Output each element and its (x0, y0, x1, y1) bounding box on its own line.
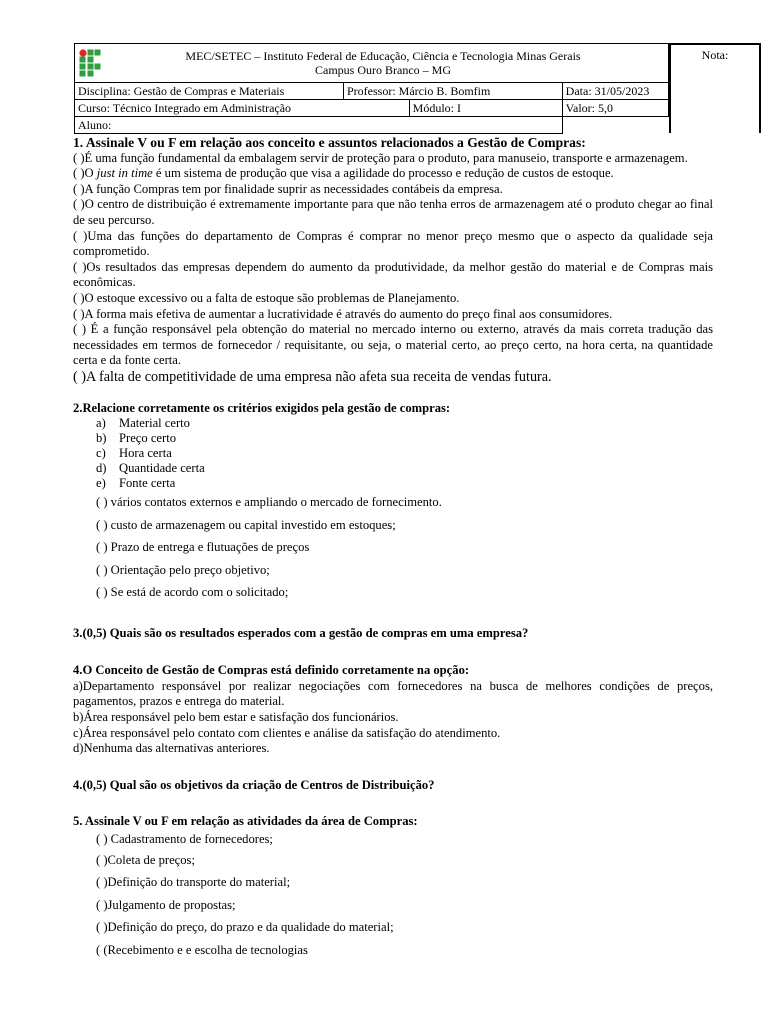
q5-item: ( ) Cadastramento de fornecedores; (96, 831, 273, 846)
q2-item: ( ) Orientação pelo preço objetivo; (96, 562, 270, 577)
q4-option: d)Nenhuma das alternativas anteriores. (73, 741, 270, 756)
q5-items (73, 830, 713, 962)
q4-option: c)Área responsável pelo contato com clientes e análise da satisfação do atendimento. (73, 725, 501, 740)
q3-title: 3.(0,5) Quais são os resultados esperados com a gestão de compras em uma empresa? (73, 625, 529, 640)
module-cell: Módulo: I (409, 100, 562, 117)
grade-box[interactable] (669, 43, 761, 133)
q2-option: d) Quantidade certa (96, 461, 205, 476)
grade-label: Nota: (701, 48, 729, 62)
q4-option: a)Departamento responsável por realizar negociações com fornecedores na busca de melhores condições de preços, pagamentos, prazos e entrega do material. (73, 678, 713, 709)
q2-option: b) Preço certo (96, 431, 176, 446)
q2-options (73, 416, 713, 491)
discipline-cell: Disciplina: Gestão de Compras e Materiais (75, 83, 344, 100)
q1-item: ( )O estoque excessivo ou a falta de estoque são problemas de Planejamento. (73, 290, 460, 305)
q5-title: 5. Assinale V ou F em relação as atividades da área de Compras: (73, 814, 418, 829)
q2-item: ( ) Prazo de entrega e flutuações de preços (96, 540, 310, 555)
q2-item: ( ) custo de armazenagem ou capital investido em estoques; (96, 517, 396, 532)
value-cell: Valor: 5,0 (562, 100, 668, 117)
exam-content (73, 135, 713, 961)
q1-item: ( )A falta de competitividade de uma empresa não afeta sua receita de vendas futura. (73, 368, 552, 385)
course-cell: Curso: Técnico Integrado em Administração (75, 100, 410, 117)
q2-option: a) Material certo (96, 416, 190, 431)
header-title-cell (75, 44, 669, 83)
q4-title: 4.O Conceito de Gestão de Compras está definido corretamente na opção: (73, 663, 470, 678)
q5-item: ( )Definição do transporte do material; (96, 875, 291, 890)
q1-title: 1. Assinale V ou F em relação aos conceito e assuntos relacionados a Gestão de Compras: (73, 135, 586, 150)
ifmg-logo-icon (79, 49, 101, 77)
q1-item: ( ) É a função responsável pela obtenção do material no mercado interno ou externo, através da mais correta tradução das necessidades em termos de fornecedor / requisitante, ou seja, o material certo, ao preço certo, na hora certa, na quantidade certa e da fonte certa. (73, 322, 713, 368)
empty-cell (562, 117, 668, 134)
q2-option: c) Hora certa (96, 446, 172, 461)
student-cell[interactable]: Aluno: (75, 117, 563, 134)
q1-item: ( )O centro de distribuição é extremamente importante para que não tenha erros de armazenagem até o produto chegar ao final de seu percurso. (73, 197, 713, 227)
q1-item: ( )A função Compras tem por finalidade suprir as necessidades contábeis da empresa. (73, 181, 503, 196)
q2-items (73, 491, 713, 604)
q4b-title: 4.(0,5) Qual são os objetivos da criação de Centros de Distribuição? (73, 777, 435, 792)
q1-item: ( )Uma das funções do departamento de Compras é comprar no menor preço mesmo que o aspecto da qualidade seja comprometido. (73, 228, 713, 259)
q5-item: ( )Julgamento de propostas; (96, 897, 236, 912)
header-table (74, 43, 669, 134)
q1-item: ( )A forma mais efetiva de aumentar a lucratividade é através do aumento do preço final aos consumidores. (73, 306, 613, 321)
q2-title: 2.Relacione corretamente os critérios exigidos pela gestão de compras: (73, 400, 451, 415)
q1-item: ( )É uma função fundamental da embalagem servir de proteção para o produto, para manuseio, transporte e armazenagem. (73, 150, 688, 165)
q5-item: ( )Coleta de preços; (96, 852, 195, 867)
institution-name: MEC/SETEC – Instituto Federal de Educação, Ciência e Tecnologia Minas Gerais (185, 49, 581, 63)
campus-name: Campus Ouro Branco – MG (315, 63, 451, 77)
q1-item: ( )Os resultados das empresas dependem do aumento da produtividade, da melhor gestão do material e de Compras mais econômicas. (73, 259, 713, 290)
q5-item: ( (Recebimento e e escolha de tecnologias (96, 942, 308, 957)
date-cell: Data: 31/05/2023 (562, 83, 668, 100)
q2-item: ( ) Se está de acordo com o solicitado; (96, 585, 289, 600)
q4-option: b)Área responsável pelo bem estar e satisfação dos funcionários. (73, 709, 399, 724)
q2-option: e) Fonte certa (96, 476, 176, 491)
q2-item: ( ) vários contatos externos e ampliando o mercado de fornecimento. (96, 495, 442, 510)
q5-item: ( )Definição do preço, do prazo e da qualidade do material; (96, 920, 394, 935)
professor-cell: Professor: Márcio B. Bomfim (344, 83, 563, 100)
q1-item: ( )O just in time é um sistema de produção que visa a agilidade do processo e redução de custos de estoque. (73, 166, 614, 181)
